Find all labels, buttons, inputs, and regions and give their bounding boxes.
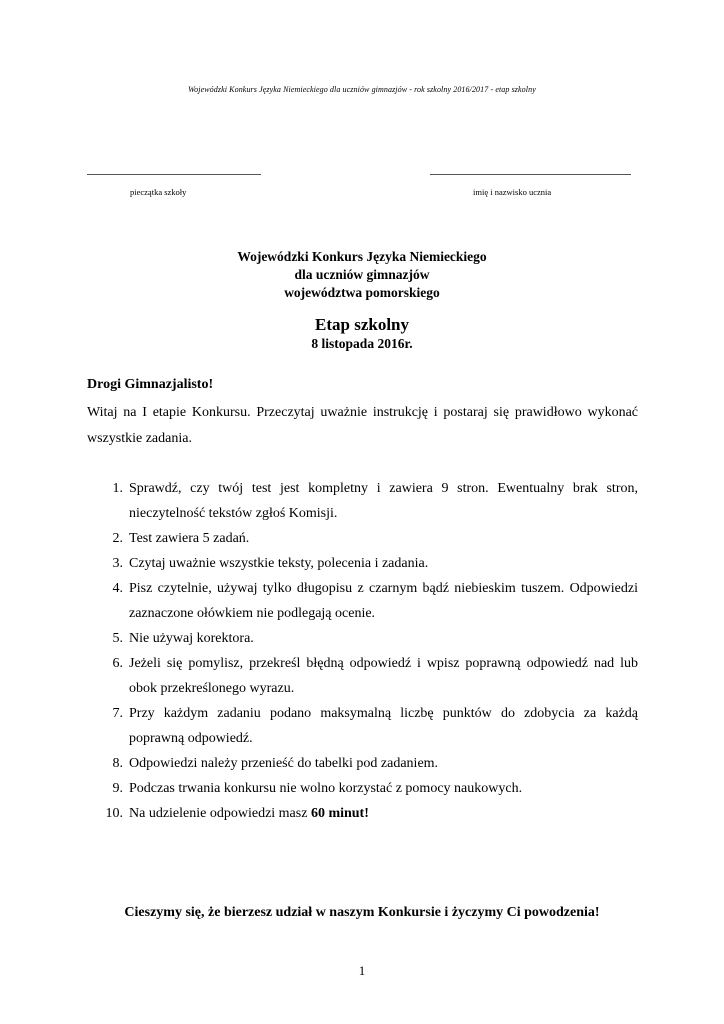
running-header: Wojewódzki Konkurs Języka Niemieckiego dla uczniów gimnazjów - rok szkolny 2016/2017 - etap szkolny xyxy=(188,85,536,94)
instruction-item xyxy=(87,576,638,626)
instruction-item xyxy=(87,626,638,651)
student-name-label: imię i nazwisko ucznia xyxy=(473,187,552,197)
instruction-text: Na udzielenie odpowiedzi masz xyxy=(129,806,311,821)
instruction-number: 8. xyxy=(112,756,123,771)
stage-title: Etap szkolny xyxy=(315,315,409,334)
contest-title-line-1: Wojewódzki Konkurs Języka Niemieckiego xyxy=(237,249,487,264)
stage-date: 8 listopada 2016r. xyxy=(311,336,413,351)
intro-paragraph: Witaj na I etapie Konkursu. Przeczytaj uważnie instrukcję i postaraj się prawidłowo wykonać wszystkie zadania. xyxy=(87,405,638,446)
instruction-item xyxy=(87,651,638,701)
instruction-number: 9. xyxy=(112,781,123,796)
instruction-text: Pisz czytelnie, używaj tylko długopisu z czarnym bądź niebieskim tuszem. Odpowiedzi zaznaczone ołówkiem nie podlegają ocenie. xyxy=(129,581,638,621)
instruction-text: Czytaj uważnie wszystkie teksty, polecenia i zadania. xyxy=(129,556,429,571)
instruction-item xyxy=(87,701,638,751)
instruction-number: 4. xyxy=(112,581,123,596)
instruction-item xyxy=(87,751,638,776)
instruction-number: 10. xyxy=(105,806,123,821)
instruction-text: Przy każdym zadaniu podano maksymalną liczbę punktów do zdobycia za każdą poprawną odpowiedź. xyxy=(129,706,638,746)
instruction-item xyxy=(87,476,638,526)
contest-title-line-2: dla uczniów gimnazjów xyxy=(294,267,430,282)
instruction-text: Odpowiedzi należy przenieść do tabelki pod zadaniem. xyxy=(129,756,439,771)
instruction-number: 5. xyxy=(112,631,123,646)
time-limit: 60 minut! xyxy=(310,806,369,821)
student-name-line xyxy=(430,174,631,175)
school-stamp-label: pieczątka szkoły xyxy=(130,187,187,197)
instructions-list xyxy=(87,476,638,826)
instruction-item xyxy=(87,801,638,826)
instruction-text: Jeżeli się pomylisz, przekreśl błędną odpowiedź i wpisz poprawną odpowiedź nad lub obok przekreślonego wyrazu. xyxy=(129,656,638,696)
contest-title xyxy=(0,248,724,302)
instruction-number: 6. xyxy=(112,656,123,671)
instruction-number: 7. xyxy=(112,706,123,721)
instruction-text: Test zawiera 5 zadań. xyxy=(129,531,250,546)
instruction-number: 1. xyxy=(112,481,123,496)
instruction-item xyxy=(87,526,638,551)
school-stamp-line xyxy=(87,174,261,175)
instruction-number: 3. xyxy=(112,556,123,571)
greeting: Drogi Gimnazjalisto! xyxy=(87,377,214,392)
closing-message: Cieszymy się, że bierzesz udział w naszym Konkursie i życzymy Ci powodzenia! xyxy=(124,905,600,920)
contest-title-line-3: województwa pomorskiego xyxy=(284,285,440,300)
page-number: 1 xyxy=(358,963,366,978)
instruction-number: 2. xyxy=(112,531,123,546)
instruction-text: Podczas trwania konkursu nie wolno korzystać z pomocy naukowych. xyxy=(129,781,523,796)
instruction-item xyxy=(87,551,638,576)
instruction-item xyxy=(87,776,638,801)
instruction-text: Nie używaj korektora. xyxy=(129,631,254,646)
instruction-text: Sprawdź, czy twój test jest kompletny i zawiera 9 stron. Ewentualny brak stron, nieczytelność tekstów zgłoś Komisji. xyxy=(129,481,638,521)
